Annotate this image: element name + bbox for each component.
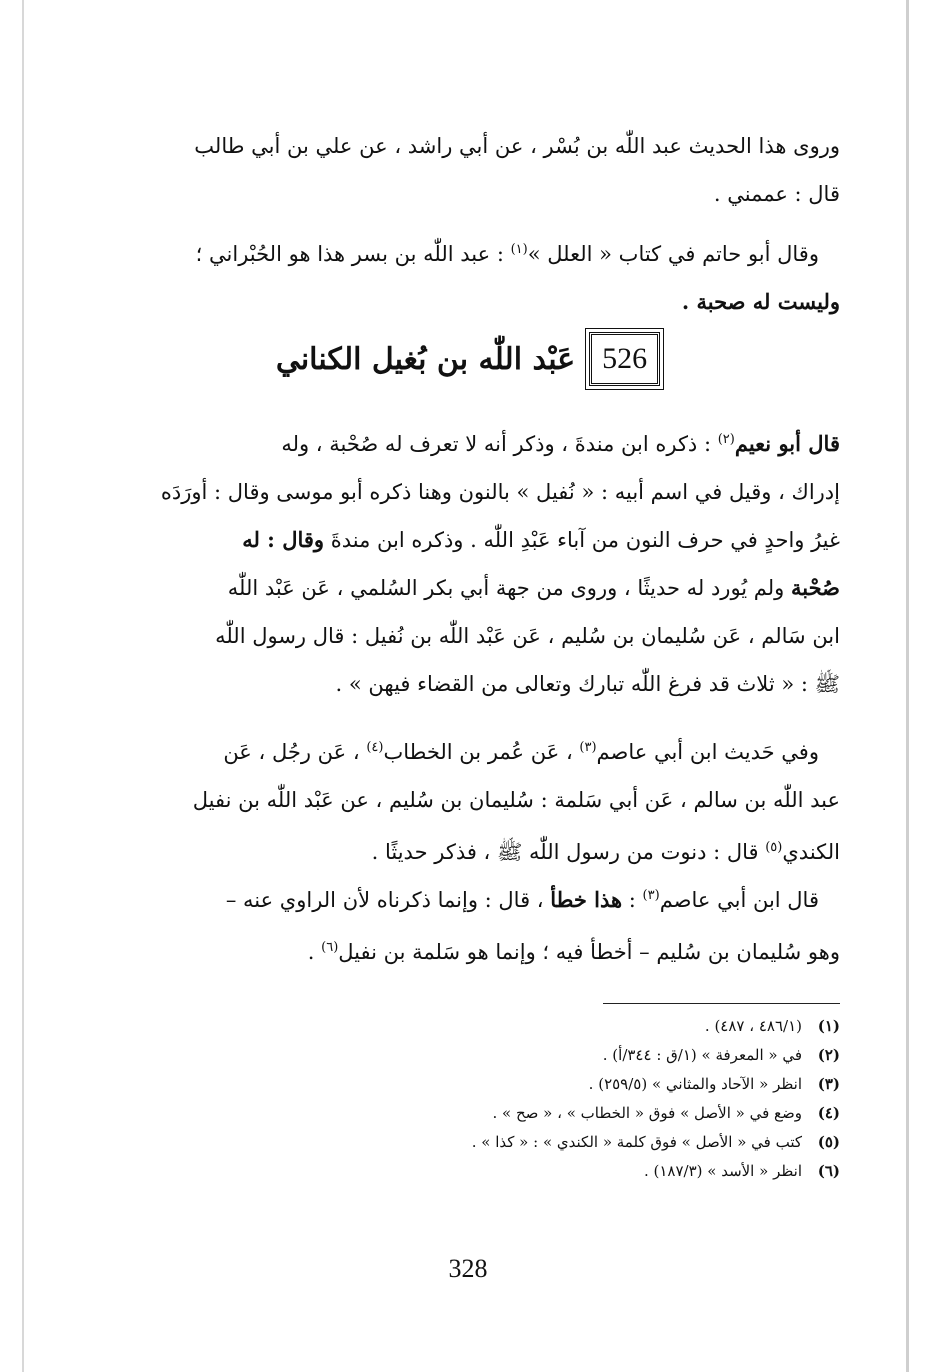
footnote-item [95,1012,840,1041]
paragraph-3-line-4 [95,564,840,612]
paragraph-4-line-2: عبد اللّٰه بن سالم ، عَن أبي سَلمة : سُليمان بن سُليم ، عن عَبْد اللّٰه بن نفيل [192,788,840,812]
entry-heading [0,332,936,386]
footnote-item [95,1099,840,1128]
footnote-ref: (٣) [642,888,660,903]
footnote-item [95,1070,840,1099]
paragraph-2 [95,226,840,326]
paragraph-2-line-2: وليست له صحبة . [681,289,840,314]
footnote-text: وضع في « الأصل » فوق « الخطاب » ، « صح » . [492,1104,802,1122]
footnote-divider [603,1003,840,1004]
footnote-number: (٣) [817,1075,840,1093]
scan-edge-right [906,0,909,1372]
paragraph-4-line-3 [95,824,840,876]
paragraph-1-line-2: قال : عممني . [713,182,840,206]
text-segment: قال ابن أبي عاصم [659,888,819,912]
footnote-item [95,1128,840,1157]
footnote-ref: (١) [510,242,528,257]
paragraph-3-line-2: إدراك ، وقيل في اسم أبيه : « نُفيل » بالنون وهنا ذكره أبو موسى وقال : أورَدَه [160,480,840,504]
entry-number: 526 [589,332,660,386]
text-segment: قال : دنوت من رسول اللّٰه ﷺ ، فذكر حديثًا . [371,840,766,864]
paragraph-3-line-1 [95,416,840,468]
paragraph-5-line-2 [95,924,840,976]
footnote-ref: (٦) [321,940,339,955]
footnote-number: (١) [817,1017,840,1035]
footnote-number: (٦) [817,1162,840,1180]
text-segment: وفي حَديث ابن أبي عاصم [596,740,819,764]
paragraph-4-line-1 [95,724,840,776]
text-segment: . [307,940,322,964]
paragraph-3 [95,416,840,708]
footnote-number: (٤) [817,1104,840,1122]
bold-segment: هذا خطأ [550,887,623,912]
footnote-ref: (٤) [366,740,384,755]
footnote-text: في « المعرفة » (١/ق : ٣٤٤/أ) . [602,1046,802,1064]
text-segment: غيرُ واحدٍ في حرف النون من آباء عَبْدِ اللّٰه . وذكره ابن مندةَ [324,528,840,552]
text-segment: ، عَن رجُل ، عَن [223,740,367,764]
text-segment: وهو سُليمان بن سُليم – أخطأ فيه ؛ وإنما هو سَلمة بن نفيل [338,940,840,964]
bold-segment: صُحْبة [791,575,840,600]
footnote-text: كتب في « الأصل » فوق كلمة « الكندي » : « كذا » . [471,1133,802,1151]
page-number: 328 [448,1254,488,1283]
paragraph-4 [95,724,840,876]
footnote-ref: (٥) [765,840,783,855]
footnote-item [95,1157,840,1186]
entry-title: عَبْد اللّٰه بن بُغيل الكناني [275,341,576,377]
footnote-text: انظر « الآحاد والمثاني » (٢٥٩/٥) . [588,1075,802,1093]
footnote-text: انظر « الأسد » (١٨٧/٣) . [643,1162,802,1180]
paragraph-3-line-5: ابن سَالم ، عَن سُليمان بن سُليم ، عَن عَبْد اللّٰه بن نُفيل : قال رسول اللّٰه [215,624,840,648]
bold-segment: قال أبو نعيم [734,431,840,456]
bold-segment: وقال : له [242,527,325,552]
paragraph-5 [95,872,840,976]
paragraph-2-line-1 [95,226,840,278]
footnote-number: (٢) [817,1046,840,1064]
text-segment: ولم يُورد له حديثًا ، وروى من جهة أبي بكر السُلمي ، عَن عَبْد اللّٰه [227,576,792,600]
text-segment: : عبد اللّٰه بن بسر هذا هو الحُبْراني ؛ [195,242,511,266]
footnote-number: (٥) [817,1133,840,1151]
paragraph-3-line-6: ﷺ : « ثلاث قد فرغ اللّٰه تبارك وتعالى من القضاء فيهن » . [335,672,840,696]
footnote-text: (٤٨٦/١ ، ٤٨٧) . [704,1017,802,1035]
footnote-ref: (٢) [717,432,735,447]
text-segment: ، قال : وإنما ذكرناه لأن الراوي عنه – [225,888,551,912]
text-segment: ، عَن عُمر بن الخطاب [383,740,580,764]
text-segment: : ذكره ابن مندةَ ، وذكر أنه لا تعرف له صُحْبة ، وله [281,432,718,456]
footnote-item [95,1041,840,1070]
paragraph-1-line-1: وروى هذا الحديث عبد اللّٰه بن بُسْر ، عن أبي راشد ، عن علي بن أبي طالب [194,134,840,158]
paragraph-1 [95,122,840,218]
text-segment: وقال أبو حاتم في كتاب « العلل » [527,242,819,266]
text-segment: الكندي [782,840,840,864]
paragraph-3-line-3 [95,516,840,564]
footnote-ref: (٣) [579,740,597,755]
paragraph-5-line-1 [95,872,840,924]
text-segment: : [622,888,643,912]
scan-edge-left [22,0,24,1372]
footnotes-list [95,1012,840,1186]
